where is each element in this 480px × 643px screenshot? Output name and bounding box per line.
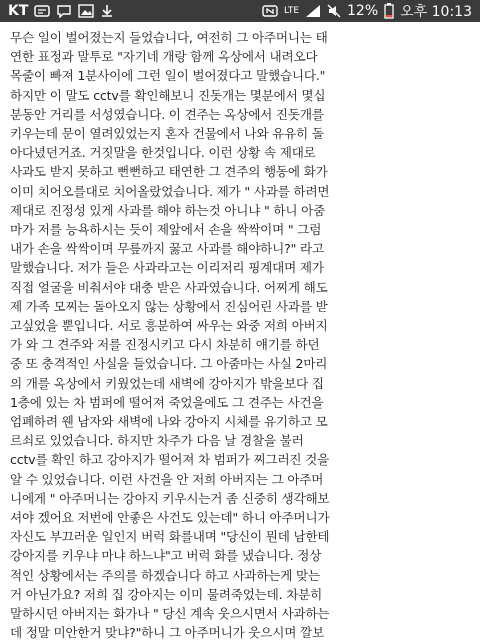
status-bar-right xyxy=(262,1,472,21)
article-line: 말하시던 아버지는 화가나 " 당신 계속 웃으시면서 사과하는 xyxy=(10,606,330,622)
status-bar-left xyxy=(8,3,114,19)
article-line: 사과도 받지 못하고 뻔뻔하고 태연한 그 견주의 행동에 화가 xyxy=(10,164,328,180)
article-line: 제대로 진정성 있게 사과를 해야 하는것 아니냐 " 하니 아줌 xyxy=(10,202,326,218)
article-line: 가 와 그 견주와 저를 진정시키고 다시 차분히 얘기를 하던 xyxy=(10,337,320,353)
status-bar xyxy=(0,0,480,22)
clock-time: 오후 10:13 xyxy=(400,4,472,20)
article-line: 1층에 있는 차 범퍼에 떨어져 죽었을에도 그 견주는 사건을 xyxy=(10,394,324,410)
article-line: 목줄이 빠져 1분사이에 그런 일이 벌어졌다고 말했습니다." xyxy=(10,68,326,84)
article-line: 마가 저를 능욕하시는 듯이 제앞에서 손을 싹싹이며 " 그럼 xyxy=(10,222,322,238)
article-line: 말했습니다. 저가 들은 사과라고는 이리저리 핑계대며 제가 xyxy=(10,260,324,276)
article-line: 엄폐하려 웬 남자와 새벽에 나와 강아지 시체를 유기하고 모 xyxy=(10,414,328,430)
article-line: 르쇠로 있었습니다. 하지만 차주가 다음 날 경찰을 불러 xyxy=(10,433,304,449)
article-line: 아다녔던거죠. 거짓말을 한것입니다. 이런 상황 속 제대로 xyxy=(10,145,316,161)
battery-percent: 12% xyxy=(347,3,379,19)
article-line: 알 수 있었습니다. 이런 사건을 안 저희 아버지는 그 아주머 xyxy=(10,471,324,487)
carrier-label: KT xyxy=(8,3,29,19)
article-body xyxy=(0,22,480,643)
article-line: 제 가족 모찌는 돌아오지 않는 상황에서 진심어린 사과를 받 xyxy=(10,298,328,314)
article-line: 고싶었을 뿐입니다. 서로 흥분하여 싸우는 와중 저희 아버지 xyxy=(10,318,328,334)
article-line: 데 정말 미안한거 맞냐?"하니 그 아주머니가 웃으시며 깔보 xyxy=(10,625,324,641)
article-line: 의 개를 옥상에서 키웠었는데 새벽에 강아지가 밖을보다 집 xyxy=(10,375,324,391)
article-line: 분동안 거리를 서성였습니다. 이 견주는 옥상에서 진돗개를 xyxy=(10,106,324,122)
article-line: 직접 얼굴을 비춰서야 대충 받은 사과였습니다. 어찌게 해도 xyxy=(10,279,328,295)
article-line: 무슨 일이 벌어졌는지 들었습니다, 여전히 그 아주머니는 태 xyxy=(10,30,328,45)
mute-icon xyxy=(327,4,341,18)
nfc-icon xyxy=(262,4,278,18)
article-line: 적인 상황에서는 주의를 하겠습니다 하고 사과하는게 맞는 xyxy=(10,567,320,583)
notification-icon xyxy=(34,4,50,18)
network-type-label: LTE xyxy=(284,5,300,16)
battery-icon xyxy=(384,3,394,19)
signal-icon xyxy=(305,4,321,18)
article-line: cctv를 확인 하고 강아지가 떨어져 차 범퍼가 찌그러진 것을 xyxy=(10,452,330,468)
article-line: 이미 치어오를대로 치어올랐었습니다. 제가 " 사과를 하려면 xyxy=(10,183,330,199)
message-icon xyxy=(56,4,72,18)
article-line: 중 또 충격적인 사실을 들었습니다. 그 아줌마는 사실 2마리 xyxy=(10,356,328,372)
article-line: 셔야 겠어요 저번에 안좋은 사건도 있는데" 하니 아주머니가 xyxy=(10,510,330,526)
article-line: 내가 손을 싹싹이며 무릎까지 꿇고 사과를 해야하니?" 라고 xyxy=(10,241,324,257)
article-line: 키우는데 문이 열려있었는지 혼자 건물에서 나와 유유히 돌 xyxy=(10,126,324,142)
article-line: 니에게 " 아주머니는 강아지 키우시는거 좀 신중히 생각해보 xyxy=(10,490,330,506)
article-line: 하지만 이 말도 cctv를 확인해보니 진돗개는 몇분에서 몇십 xyxy=(10,87,326,103)
image-icon xyxy=(78,4,94,18)
article-line: 연한 표정과 말투로 "자기네 개랑 함께 옥상에서 내려오다 xyxy=(10,49,318,65)
download-icon xyxy=(100,4,114,18)
article-line: 거 아닌가요? 저희 집 강아지는 이미 물려죽었는데. 차분히 xyxy=(10,586,323,602)
article-line: 강아지를 키우냐 마냐 하느냐"고 버럭 화를 냈습니다. 정상 xyxy=(10,548,322,564)
article-line: 자신도 부끄러운 일인지 버럭 화를내며 "당신이 뭔데 남한테 xyxy=(10,529,330,545)
